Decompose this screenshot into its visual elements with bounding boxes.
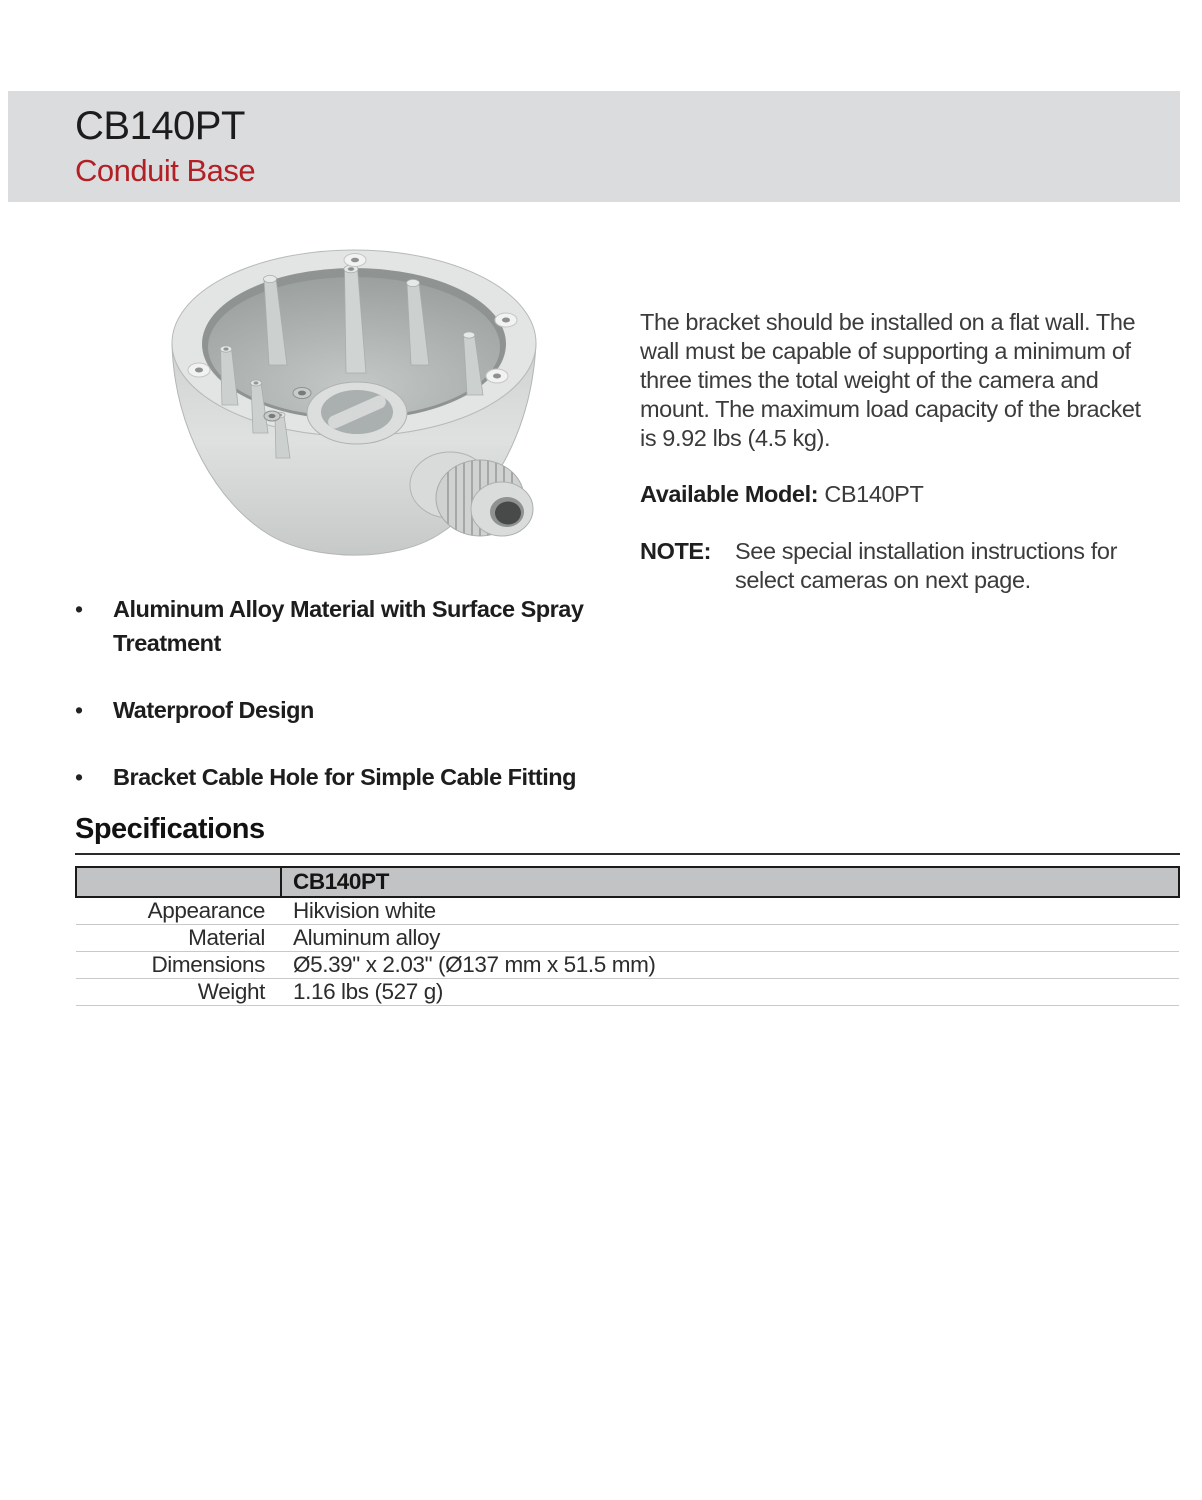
- table-header-row: [76, 867, 1179, 897]
- bullet-icon: •: [75, 764, 84, 790]
- bullet-icon: •: [75, 697, 84, 723]
- feature-list: [75, 592, 610, 827]
- paragraph-line: is 9.92 lbs (4.5 kg).: [640, 425, 831, 451]
- spec-label: Weight: [76, 979, 281, 1006]
- spec-label: Appearance: [76, 897, 281, 925]
- note-line: See special installation instructions for: [735, 538, 1117, 564]
- available-model-value: CB140PT: [824, 481, 924, 507]
- feature-item: [75, 592, 610, 660]
- specifications-table: [75, 866, 1180, 1006]
- table-row: [76, 979, 1179, 1006]
- title-band: [8, 91, 1180, 202]
- table-row: [76, 897, 1179, 925]
- note-label: NOTE:: [640, 538, 712, 564]
- specifications-heading: Specifications: [75, 813, 265, 845]
- product-image: [150, 243, 570, 573]
- table-row: [76, 952, 1179, 979]
- spec-value: 1.16 lbs (527 g): [281, 979, 1179, 1006]
- note-text: [735, 537, 1117, 595]
- spec-label: Material: [76, 925, 281, 952]
- center-boss: [307, 382, 407, 444]
- note-row: [640, 537, 1185, 595]
- feature-text: Waterproof Design: [113, 697, 314, 723]
- feature-text: Aluminum Alloy Material with Surface Spray Treatment: [113, 596, 584, 656]
- intro-paragraph: [640, 308, 1185, 453]
- intro-column: [640, 308, 1185, 595]
- table-row: [76, 925, 1179, 952]
- paragraph-line: mount. The maximum load capacity of the bracket: [640, 396, 1141, 422]
- available-model-line: [640, 481, 1185, 508]
- feature-item: [75, 760, 610, 794]
- note-line: select cameras on next page.: [735, 567, 1031, 593]
- bullet-icon: •: [75, 596, 84, 622]
- specifications-section: [75, 813, 1180, 1006]
- spec-value: Hikvision white: [281, 897, 1179, 925]
- spec-value: Ø5.39" x 2.03" (Ø137 mm x 51.5 mm): [281, 952, 1179, 979]
- page-title: CB140PT: [75, 104, 245, 148]
- table-header-empty-cell: [76, 867, 281, 897]
- spec-label: Dimensions: [76, 952, 281, 979]
- spec-value: Aluminum alloy: [281, 925, 1179, 952]
- table-header-model-cell: CB140PT: [281, 867, 1179, 897]
- conduit-base-render: [150, 243, 570, 573]
- paragraph-line: The bracket should be installed on a flat wall. The: [640, 309, 1136, 335]
- available-model-label: Available Model:: [640, 481, 819, 507]
- paragraph-line: wall must be capable of supporting a minimum of: [640, 338, 1131, 364]
- paragraph-line: three times the total weight of the camera and: [640, 367, 1099, 393]
- feature-text: Bracket Cable Hole for Simple Cable Fitting: [113, 764, 576, 790]
- feature-item: [75, 693, 610, 727]
- page-subtitle: Conduit Base: [75, 153, 256, 188]
- specifications-heading-rule: [75, 813, 1180, 855]
